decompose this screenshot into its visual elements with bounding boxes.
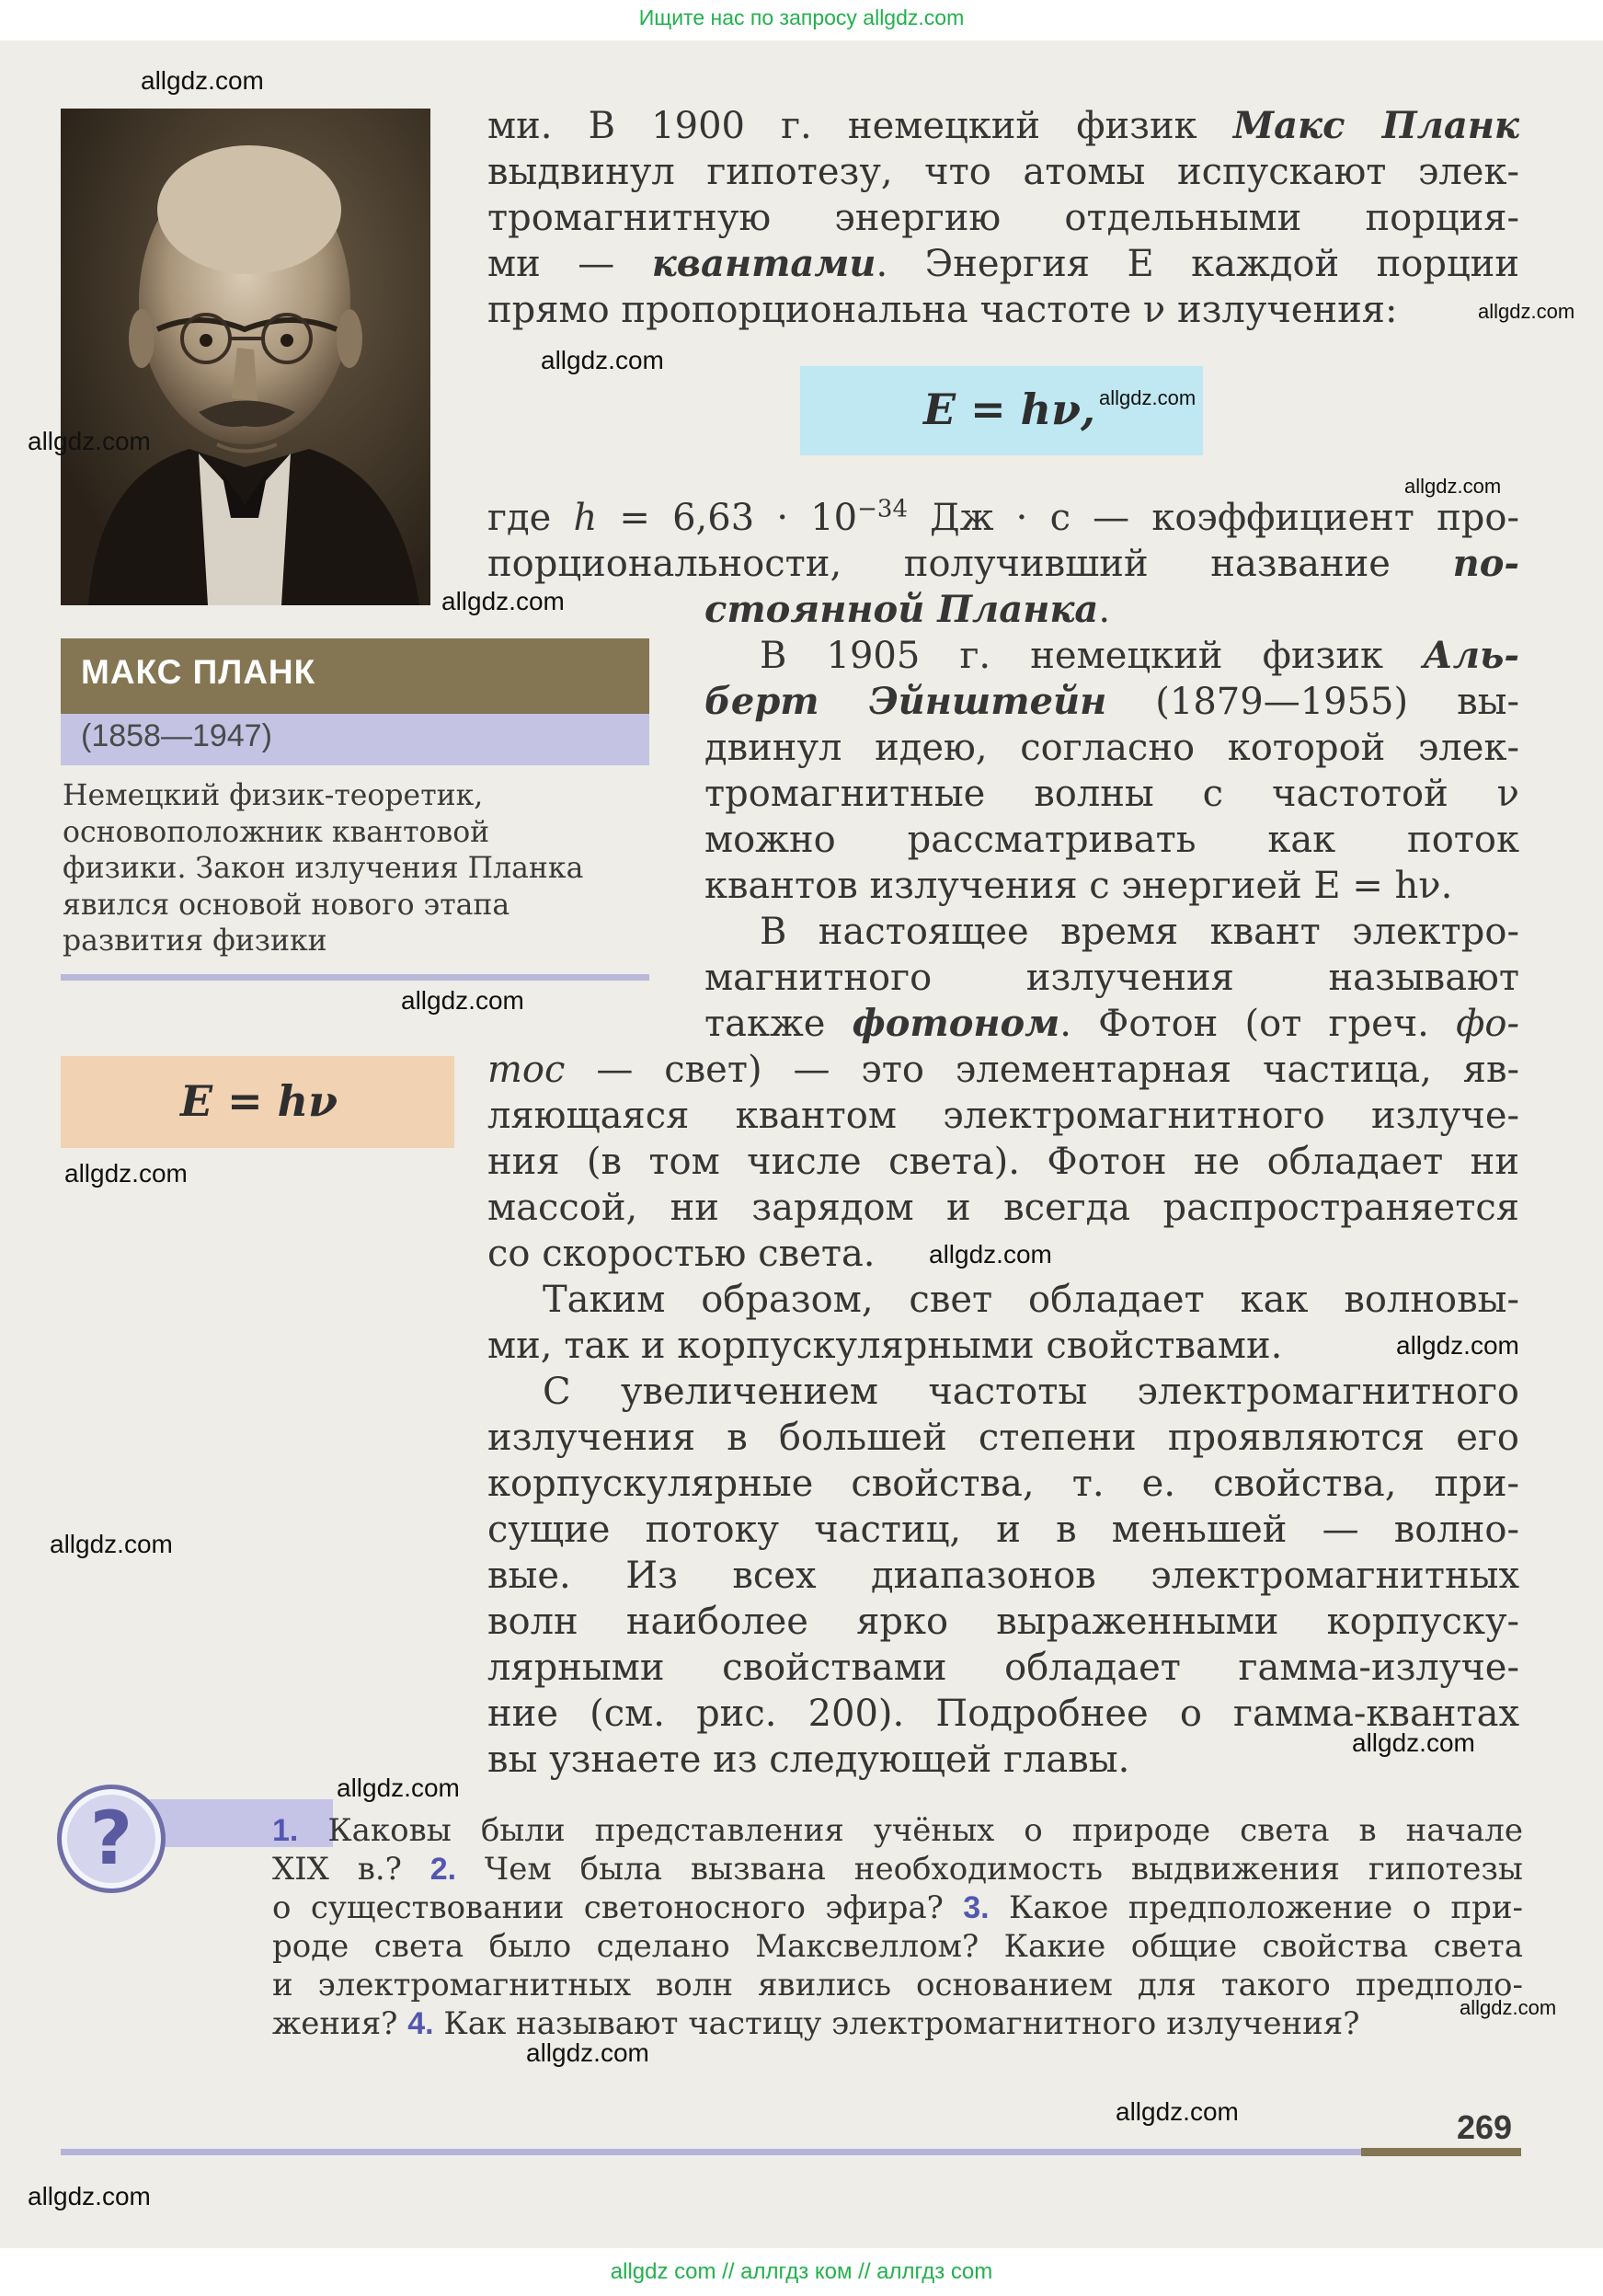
text-line: С увеличением частоты электромагнитного bbox=[543, 1371, 1519, 1413]
question-mark-icon bbox=[57, 1785, 166, 1893]
bottom-banner-text: allgdz com // аллгдз ком // аллгдз com bbox=[610, 2259, 993, 2284]
top-banner bbox=[0, 0, 1603, 40]
text-line: стоянной Планка. bbox=[704, 588, 1111, 631]
sidebar-formula: E = hν bbox=[180, 1076, 338, 1126]
text-line: берт Эйнштейн (1879—1955) вы- bbox=[704, 680, 1519, 723]
planck-formula: E = hν, bbox=[923, 385, 1096, 434]
watermark: allgdz.com bbox=[929, 1240, 1052, 1269]
page-number: 269 bbox=[1457, 2108, 1513, 2146]
bottom-banner bbox=[0, 2248, 1603, 2296]
watermark: allgdz.com bbox=[526, 2038, 649, 2067]
text-line: лярными свойствами обладает гамма-излуче- bbox=[487, 1647, 1519, 1689]
watermark: allgdz.com bbox=[28, 427, 151, 455]
watermark: allgdz.com bbox=[401, 986, 524, 1015]
max-planck-portrait bbox=[61, 109, 430, 605]
text-line: ми. В 1900 г. немецкий физик Макс Планк bbox=[487, 104, 1520, 147]
watermark: allgdz.com bbox=[50, 1530, 173, 1558]
watermark: allgdz.com bbox=[64, 1159, 188, 1188]
text-line: сущие потоку частиц, и в меньшей — волно- bbox=[487, 1509, 1519, 1551]
caption-line: физики. Закон излучения Планка bbox=[63, 852, 584, 885]
question-line: роде света было сделано Максвеллом? Какие общие свойства света bbox=[272, 1928, 1523, 1965]
scientist-years-bar bbox=[61, 714, 649, 765]
scientist-name: МАКС ПЛАНК bbox=[81, 653, 316, 691]
footer-divider bbox=[61, 2149, 1521, 2155]
scientist-name-bar bbox=[61, 638, 649, 714]
watermark: allgdz.com bbox=[337, 1774, 460, 1802]
watermark: allgdz.com bbox=[441, 587, 565, 615]
text-line: где $h = 6,63 \cdot 10^{-34}$ Дж · с — коэффициент про- bbox=[487, 495, 1519, 539]
watermark: allgdz.com bbox=[1460, 1996, 1557, 2019]
text-line: вые. Из всех диапазонов электромагнитных bbox=[487, 1555, 1519, 1597]
text-line: ние (см. рис. 200). Подробнее о гамма-квантах bbox=[487, 1693, 1519, 1735]
sidebar-formula-box bbox=[61, 1056, 454, 1148]
text-line: ния (в том числе света). Фотон не обладает ни bbox=[487, 1141, 1519, 1183]
text-line: массой, ни зарядом и всегда распространяется bbox=[487, 1187, 1519, 1229]
text-line: В настоящее время квант электро- bbox=[760, 911, 1519, 953]
caption-line: развития физики bbox=[63, 924, 327, 958]
portrait-photo-icon bbox=[61, 109, 430, 605]
text-line: излучения в большей степени проявляются его bbox=[487, 1417, 1519, 1459]
text-line: прямо пропорциональна частоте ν излучения: bbox=[487, 289, 1398, 331]
question-mark-glyph: ? bbox=[89, 1796, 133, 1881]
top-banner-text: Ищите нас по запросу allgdz.com bbox=[638, 6, 965, 29]
scientist-years: (1858—1947) bbox=[81, 718, 272, 753]
text-line: волн наиболее ярко выраженными корпуску- bbox=[487, 1601, 1519, 1643]
text-line: В 1905 г. немецкий физик Аль- bbox=[760, 634, 1519, 677]
question-line: о существовании светоносного эфира? 3. Какое предположение о при- bbox=[272, 1889, 1523, 1926]
caption-line: основоположник квантовой bbox=[63, 815, 490, 849]
caption-line: Немецкий физик-теоретик, bbox=[63, 779, 484, 812]
text-line: тромагнитную энергию отдельными порция- bbox=[487, 197, 1519, 239]
text-line: ляющаяся квантом электромагнитного излуче- bbox=[487, 1095, 1519, 1137]
text-line: магнитного излучения называют bbox=[704, 957, 1519, 999]
watermark: allgdz.com bbox=[1352, 1728, 1475, 1757]
watermark: allgdz.com bbox=[28, 2182, 151, 2210]
question-line: жения? 4. Как называют частицу электромагнитного излучения? bbox=[272, 2005, 1360, 2042]
caption-line: явился основой нового этапа bbox=[63, 888, 510, 922]
text-line: порциональности, получивший название по- bbox=[487, 542, 1519, 585]
watermark: allgdz.com bbox=[1116, 2097, 1239, 2126]
text-line: корпускулярные свойства, т. е. свойства, при- bbox=[487, 1463, 1519, 1505]
watermark: allgdz.com bbox=[1404, 475, 1502, 498]
text-line: ми — квантами. Энергия E каждой порции bbox=[487, 242, 1520, 285]
watermark: allgdz.com bbox=[1396, 1331, 1519, 1360]
text-line: ми, так и корпускулярными свойствами. bbox=[487, 1325, 1283, 1367]
watermark: allgdz.com bbox=[141, 66, 264, 95]
watermark: allgdz.com bbox=[1478, 300, 1575, 323]
footer-divider-accent bbox=[1361, 2148, 1521, 2156]
planck-formula-box bbox=[800, 366, 1203, 455]
text-line: можно рассматривать как поток bbox=[704, 819, 1519, 861]
caption-divider bbox=[61, 974, 649, 981]
question-line: XIX в.? 2. Чем была вызвана необходимость выдвижения гипотезы bbox=[272, 1851, 1523, 1888]
text-line: также фотоном. Фотон (от греч. фо- bbox=[704, 1002, 1519, 1045]
question-line: 1. Каковы были представления учёных о природе света в начале bbox=[272, 1812, 1523, 1849]
watermark: allgdz.com bbox=[541, 346, 664, 374]
watermark: allgdz.com bbox=[1099, 386, 1197, 409]
text-line: выдвинул гипотезу, что атомы испускают элек- bbox=[487, 151, 1519, 193]
scientist-caption bbox=[63, 778, 651, 960]
text-line: Таким образом, свет обладает как волновы- bbox=[543, 1279, 1519, 1321]
text-line: вы узнаете из следующей главы. bbox=[487, 1739, 1130, 1781]
question-line: и электромагнитных волн явились основанием для такого предполо- bbox=[272, 1967, 1523, 2003]
text-line: тос — свет) — это элементарная частица, яв- bbox=[487, 1049, 1519, 1091]
text-line: со скоростью света. bbox=[487, 1233, 876, 1275]
text-line: квантов излучения с энергией E = hν. bbox=[704, 865, 1453, 907]
text-line: двинул идею, согласно которой элек- bbox=[704, 727, 1519, 769]
text-line: тромагнитные волны с частотой ν bbox=[704, 773, 1519, 815]
